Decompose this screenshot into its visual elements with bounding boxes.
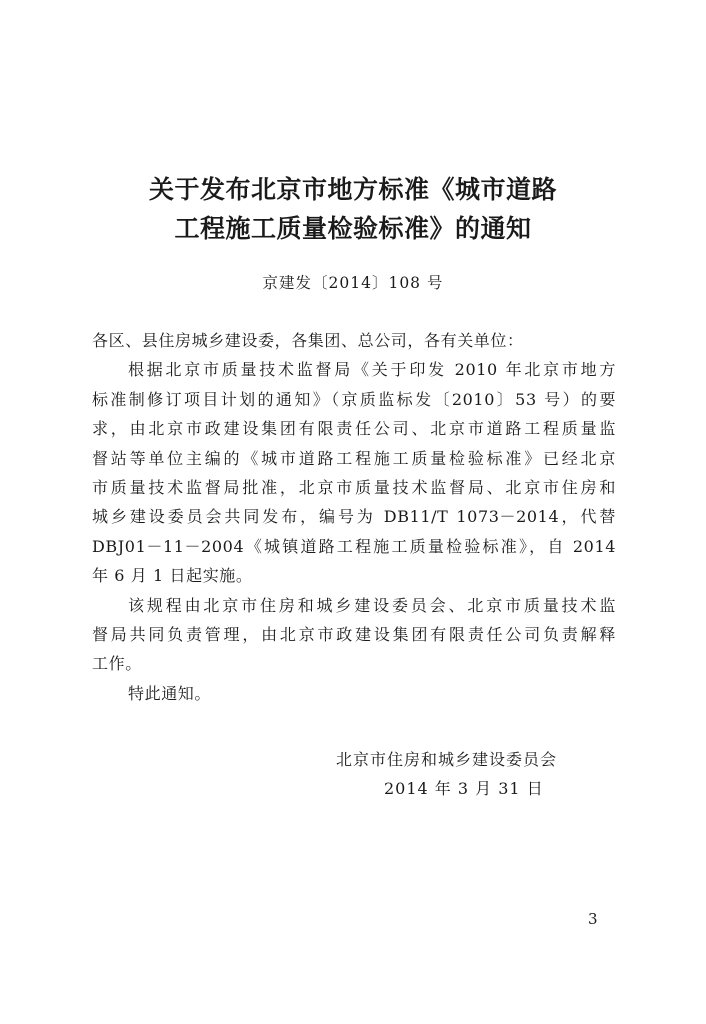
- title-line-1: 关于发布北京市地方标准《城市道路: [148, 175, 557, 204]
- body-line: 督站等单位主编的《城市道路工程施工质量检验标准》已经北京: [92, 448, 616, 468]
- issuing-organization: 北京市住房和城乡建设委员会: [336, 750, 558, 769]
- body-line: 市质量技术监督局批准，北京市质量技术监督局、北京市住房和: [92, 477, 616, 497]
- body-line: 督局共同负责管理，由北京市政建设集团有限责任公司负责解释: [92, 624, 616, 644]
- body-line: 求，由北京市政建设集团有限责任公司、北京市道路工程质量监: [92, 419, 616, 439]
- body-line: 工作。: [92, 654, 142, 674]
- body-line: 年 6 月 1 日起实施。: [92, 566, 253, 586]
- body-line: 标准制修订项目计划的通知》（京质监标发〔2010〕53 号）的要: [92, 389, 616, 409]
- page-number: 3: [588, 910, 598, 928]
- issue-date: 2014 年 3 月 31 日: [384, 779, 544, 798]
- notice-body: [92, 333, 616, 715]
- closing-line: 特此通知。: [128, 683, 212, 703]
- salutation: 各区、县住房城乡建设委，各集团、总公司，各有关单位：: [92, 331, 524, 350]
- document-number: 京建发〔2014〕108 号: [262, 274, 444, 292]
- body-line: 该规程由北京市住房和城乡建设委员会、北京市质量技术监: [128, 595, 616, 615]
- body-line: 城乡建设委员会共同发布，编号为 DB11/T 1073－2014，代替: [92, 507, 616, 527]
- title-line-2: 工程施工质量检验标准》的通知: [174, 214, 532, 243]
- body-line: 根据北京市质量技术监督局《关于印发 2010 年北京市地方: [128, 360, 616, 380]
- body-line: DBJ01－11－2004《城镇道路工程施工质量检验标准》，自 2014: [92, 536, 616, 556]
